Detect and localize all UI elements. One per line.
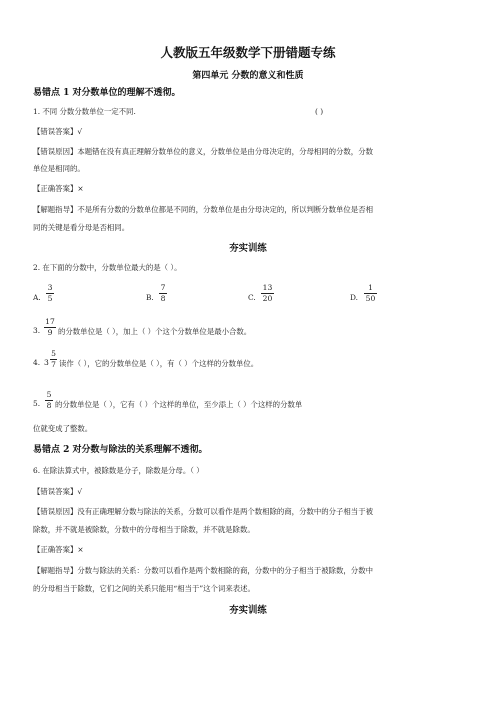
question-4-number: 4. bbox=[33, 358, 41, 367]
question-5-number: 5. bbox=[33, 399, 41, 408]
question-5-numerator: 5 bbox=[46, 390, 52, 399]
option-a-denominator: 5 bbox=[47, 294, 53, 303]
wrong-answer-2: 【错误答案】√ bbox=[33, 487, 83, 496]
error-point-2-heading: 易错点 2 对分数与除法的关系理解不透彻。 bbox=[33, 445, 208, 455]
wrong-answer-1: 【错误答案】√ bbox=[33, 127, 83, 136]
question-1-answer-paren: ( ) bbox=[315, 107, 324, 116]
wrong-reason-1-line-1: 【错误原因】本题错在没有真正理解分数单位的意义，分数单位是由分母决定的，分母相同的分数，分数 bbox=[33, 147, 373, 156]
wrong-reason-2-line-2: 除数，并不就是被除数，分数中的分母相当于除数，并不就是除数。 bbox=[33, 525, 255, 534]
document-title: 人教版五年级数学下册错题专练 bbox=[160, 45, 336, 60]
question-5-fraction bbox=[45, 390, 53, 410]
question-4-denominator: 7 bbox=[51, 360, 56, 369]
guide-2-line-2: 的分母相当于除数，它们之间的关系只能用“相当于”这个词来表述。 bbox=[33, 584, 255, 593]
question-5-continued: 位就变成了整数。 bbox=[33, 424, 93, 433]
option-b-label: B. bbox=[146, 293, 154, 302]
question-3-denominator: 9 bbox=[47, 328, 53, 337]
question-3-text: 的分数单位是（ ），加上（ ）个这个分数单位是最小合数。 bbox=[58, 327, 252, 336]
question-4-fraction bbox=[50, 349, 57, 369]
wrong-reason-1-line-2: 单位是相同的。 bbox=[33, 164, 85, 173]
option-a-numerator: 3 bbox=[47, 283, 53, 292]
question-1: 1. 不同 分数分数单位一定不同. bbox=[33, 107, 136, 116]
practice-heading-1: 夯实训练 bbox=[229, 243, 267, 254]
question-2: 2. 在下面的分数中，分数单位最大的是（ ）。 bbox=[33, 263, 182, 272]
question-4-text: 读作（ ），它的分数单位是（ ），有（ ）个这样的分数单位。 bbox=[59, 359, 259, 368]
option-c-label: C. bbox=[248, 293, 256, 302]
option-d-fraction bbox=[364, 283, 377, 303]
guide-2-line-1: 【解题指导】分数与除法的关系：分数可以看作是两个数相除的商，分数中的分子相当于被除数，分数中 bbox=[33, 566, 373, 575]
question-5-denominator: 8 bbox=[46, 401, 52, 410]
correct-answer-2: 【正确答案】× bbox=[33, 545, 84, 554]
question-4-whole: 3 bbox=[44, 358, 49, 367]
unit-subtitle: 第四单元 分数的意义和性质 bbox=[192, 71, 304, 81]
option-c-denominator: 20 bbox=[262, 294, 273, 303]
option-d-label: D. bbox=[350, 293, 359, 302]
option-d-numerator: 1 bbox=[368, 283, 373, 292]
guide-1-line-2: 同的关键是看分母是否相同。 bbox=[33, 223, 130, 232]
wrong-reason-2-line-1: 【错误原因】没有正确理解分数与除法的关系，分数可以看作是两个数相除的商，分数中的分子相当于被 bbox=[33, 507, 373, 516]
option-b-fraction bbox=[159, 283, 167, 303]
option-b-numerator: 7 bbox=[160, 283, 166, 292]
guide-1-line-1: 【解题指导】不是所有分数的分数单位都是不同的，分数单位是由分母决定的，所以判断分数单位是否相 bbox=[33, 205, 373, 214]
option-b-denominator: 8 bbox=[160, 294, 166, 303]
error-point-1-heading: 易错点 1 对分数单位的理解不透彻。 bbox=[33, 88, 181, 98]
option-a-fraction bbox=[46, 283, 54, 303]
question-4-numerator: 5 bbox=[51, 349, 56, 358]
option-c-fraction bbox=[261, 283, 274, 303]
question-5-text: 的分数单位是（ ），它有（ ）个这样的单位，至少添上（ ）个这样的分数单 bbox=[55, 400, 303, 409]
question-6: 6. 在除法算式中，被除数是分子，除数是分母。（ ） bbox=[33, 466, 204, 475]
option-d-denominator: 50 bbox=[365, 294, 376, 303]
question-3-fraction bbox=[44, 317, 56, 337]
practice-heading-2: 夯实训练 bbox=[229, 605, 267, 616]
option-c-numerator: 13 bbox=[262, 283, 273, 292]
question-3-numerator: 17 bbox=[45, 317, 55, 326]
correct-answer-1: 【正确答案】× bbox=[33, 184, 84, 193]
option-a-label: A. bbox=[33, 293, 41, 302]
question-3-number: 3. bbox=[33, 326, 41, 335]
